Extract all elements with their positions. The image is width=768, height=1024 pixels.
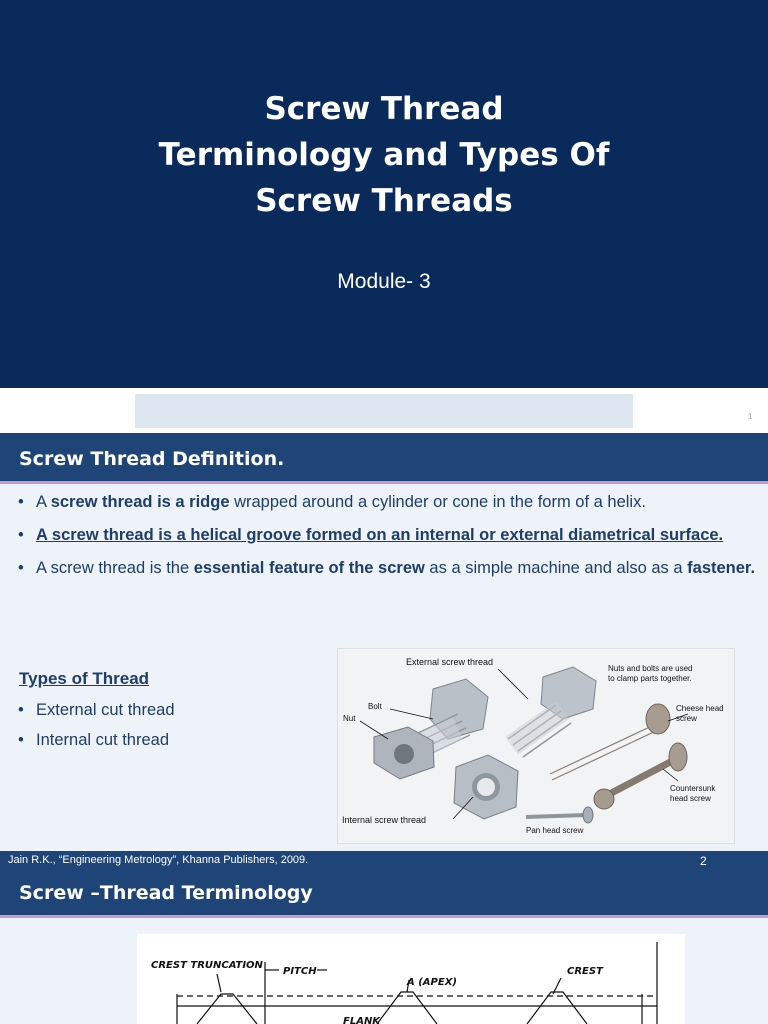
bullet-bold-text: essential feature of the screw — [193, 559, 425, 577]
label-pan-head-screw: Pan head screw — [526, 826, 584, 835]
slide-header-title: Screw –Thread Terminology — [19, 882, 313, 904]
bullet-text: A screw thread is the — [36, 559, 194, 577]
definition-slide — [0, 433, 768, 851]
bullet-item — [18, 524, 758, 546]
type-item: • External cut thread — [18, 701, 175, 720]
slide-header — [0, 433, 768, 484]
bullet-underlined-text: A screw thread is a helical groove formed on an internal or external diametrical surface. — [36, 526, 724, 544]
slide-1-page-number: 1 — [748, 412, 753, 421]
bullet-item — [18, 491, 758, 513]
label-bolt: Bolt — [368, 702, 382, 711]
label-countersunk-line-2: head screw — [670, 794, 711, 803]
label-flank: FLANK — [343, 1016, 381, 1024]
label-pitch: PITCH — [283, 966, 317, 977]
types-of-thread-heading: Types of Thread — [19, 669, 150, 688]
title-slide — [0, 0, 768, 388]
label-nut: Nut — [343, 714, 356, 723]
slide-2-page-number: 2 — [700, 854, 707, 868]
types-list — [18, 701, 175, 761]
slide-1-footer-bar — [135, 394, 633, 428]
type-item: • Internal cut thread — [18, 731, 175, 750]
slide-2-footer — [0, 851, 768, 871]
bullet-bold-text: screw thread is a ridge — [50, 493, 230, 511]
label-nuts-and-bolts-line-2: to clamp parts together. — [608, 674, 692, 683]
label-nuts-and-bolts-line-1: Nuts and bolts are used — [608, 664, 693, 673]
slide-title — [0, 86, 768, 224]
label-crest: CREST — [567, 966, 603, 977]
slide-header-title: Screw Thread Definition. — [19, 448, 285, 470]
terminology-slide — [0, 871, 768, 1024]
label-internal-screw-thread: Internal screw thread — [342, 815, 427, 825]
label-external-screw-thread: External screw thread — [406, 657, 494, 667]
label-countersunk-line-1: Countersunk — [670, 784, 716, 793]
title-line-2: Terminology and Types Of — [158, 137, 610, 173]
thread-terminology-diagram — [137, 934, 685, 1024]
definition-bullets — [18, 491, 758, 590]
slide-subtitle: Module- 3 — [337, 270, 431, 293]
label-crest-truncation: CREST TRUNCATION — [151, 960, 263, 971]
bullet-text: as a simple machine and also as a — [424, 559, 688, 577]
label-cheese-head-line-1: Cheese head — [676, 704, 724, 713]
label-apex: A (APEX) — [407, 977, 457, 988]
bullet-text: A — [36, 493, 51, 511]
bullet-item — [18, 557, 758, 579]
bullet-text: wrapped around a cylinder or cone in the form of a helix. — [229, 493, 646, 511]
label-cheese-head-line-2: screw — [676, 714, 697, 723]
title-line-1: Screw Thread — [264, 91, 504, 127]
fasteners-photo — [337, 648, 735, 844]
slide-header — [0, 871, 768, 918]
bullet-bold-text: fastener. — [687, 559, 756, 577]
footer-citation: Jain R.K., “Engineering Metrology”, Khanna Publishers, 2009. — [8, 854, 309, 866]
title-line-3: Screw Threads — [255, 183, 513, 219]
